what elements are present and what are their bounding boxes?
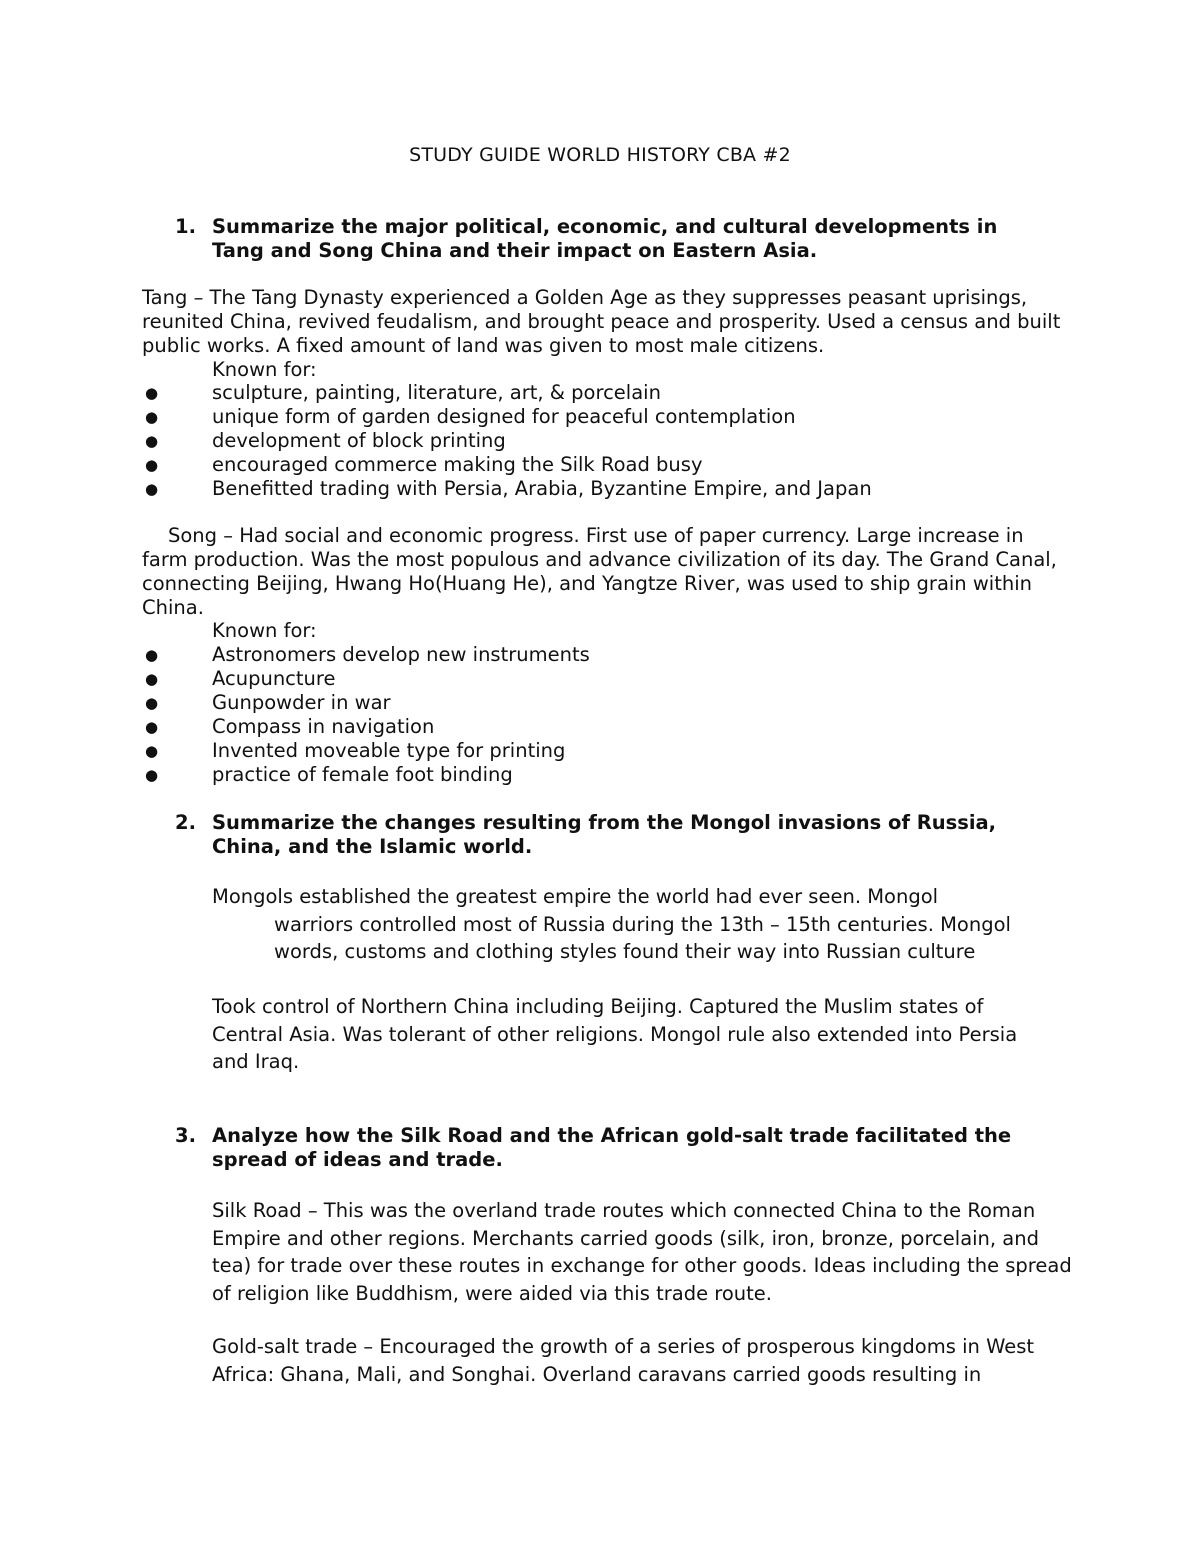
question-text: Summarize the changes resulting from the Mongol invasions of Russia, China, and the Islamic world. (212, 811, 997, 858)
list-item: ● Benefitted trading with Persia, Arabia, Byzantine Empire, and Japan (145, 477, 872, 500)
list-item: ● encouraged commerce making the Silk Road busy (145, 453, 703, 476)
list-item: ● Invented moveable type for printing (145, 739, 566, 762)
list-item: ● practice of female foot binding (145, 763, 513, 786)
bullet-icon: ● (145, 384, 159, 402)
question-text: Analyze how the Silk Road and the African gold-salt trade facilitated the spread of ideas and trade. (212, 1124, 1012, 1171)
bullet-icon: ● (145, 456, 159, 474)
bullet-icon: ● (145, 742, 159, 760)
list-item: ● Gunpowder in war (145, 691, 391, 714)
page-title: STUDY GUIDE WORLD HISTORY CBA #2 (409, 144, 791, 166)
tang-paragraph: Tang – The Tang Dynasty experienced a Golden Age as they suppresses peasant uprisings, reunited China, revived feudalism, and brought peace and prosperity. Used a census and built public works. A fixed amount of land was given to most male citizens. (142, 286, 1061, 357)
silk-road-paragraph: Silk Road – This was the overland trade routes which connected China to the Roman Empire and other regions. Merchants carried goods (silk, iron, bronze, porcelain, and tea) for trade over these routes in exchange for other goods. Ideas including the spread of religion like Buddhism, were aided via this trade route. (212, 1199, 1072, 1305)
list-item: ● sculpture, painting, literature, art, & porcelain (145, 381, 661, 404)
bullet-icon: ● (145, 670, 159, 688)
bullet-icon: ● (145, 694, 159, 712)
bullet-icon: ● (145, 432, 159, 450)
bullet-icon: ● (145, 718, 159, 736)
question-1 (175, 215, 1055, 263)
bullet-icon: ● (145, 646, 159, 664)
question-number: 1. (175, 215, 196, 238)
list-item: ● Compass in navigation (145, 715, 435, 738)
question-text: Summarize the major political, economic, and cultural developments in Tang and Song China and their impact on Eastern Asia. (212, 215, 998, 262)
question-number: 2. (175, 811, 196, 834)
list-item: ● development of block printing (145, 429, 506, 452)
gold-salt-paragraph: Gold-salt trade – Encouraged the growth of a series of prosperous kingdoms in West Africa: Ghana, Mali, and Songhai. Overland caravans carried goods resulting in (212, 1335, 1035, 1386)
mongol-line: Mongols established the greatest empire the world had ever seen. Mongol (212, 885, 939, 908)
mongol-paragraph (212, 883, 1052, 966)
song-known-for-list (142, 643, 1072, 787)
question-number: 3. (175, 1124, 196, 1147)
question-3 (175, 1124, 1055, 1172)
bullet-icon: ● (145, 408, 159, 426)
song-known-for-label: Known for: (212, 619, 317, 642)
bullet-icon: ● (145, 480, 159, 498)
mongol-line: warriors controlled most of Russia during the 13th – 15th centuries. Mongol (274, 912, 1011, 936)
question-2 (175, 811, 1055, 859)
bullet-icon: ● (145, 766, 159, 784)
list-item: ● unique form of garden designed for peaceful contemplation (145, 405, 796, 428)
list-item: ● Astronomers develop new instruments (145, 643, 590, 666)
song-paragraph: Song – Had social and economic progress. First use of paper currency. Large increase in farm production. Was the most populous and advance civilization of its day. The Grand Canal, connecting Beijing, Hwang Ho(Huang He), and Yangtze River, was used to ship grain within China. (142, 524, 1057, 619)
list-item: ● Acupuncture (145, 667, 336, 690)
tang-known-for-label: Known for: (212, 358, 317, 381)
mongol-line: words, customs and clothing styles found their way into Russian culture (274, 940, 976, 963)
tang-known-for-list (142, 381, 1072, 501)
mongol-paragraph-2: Took control of Northern China including Beijing. Captured the Muslim states of Central Asia. Was tolerant of other religions. Mongol rule also extended into Persia and Iraq. (212, 995, 1018, 1073)
